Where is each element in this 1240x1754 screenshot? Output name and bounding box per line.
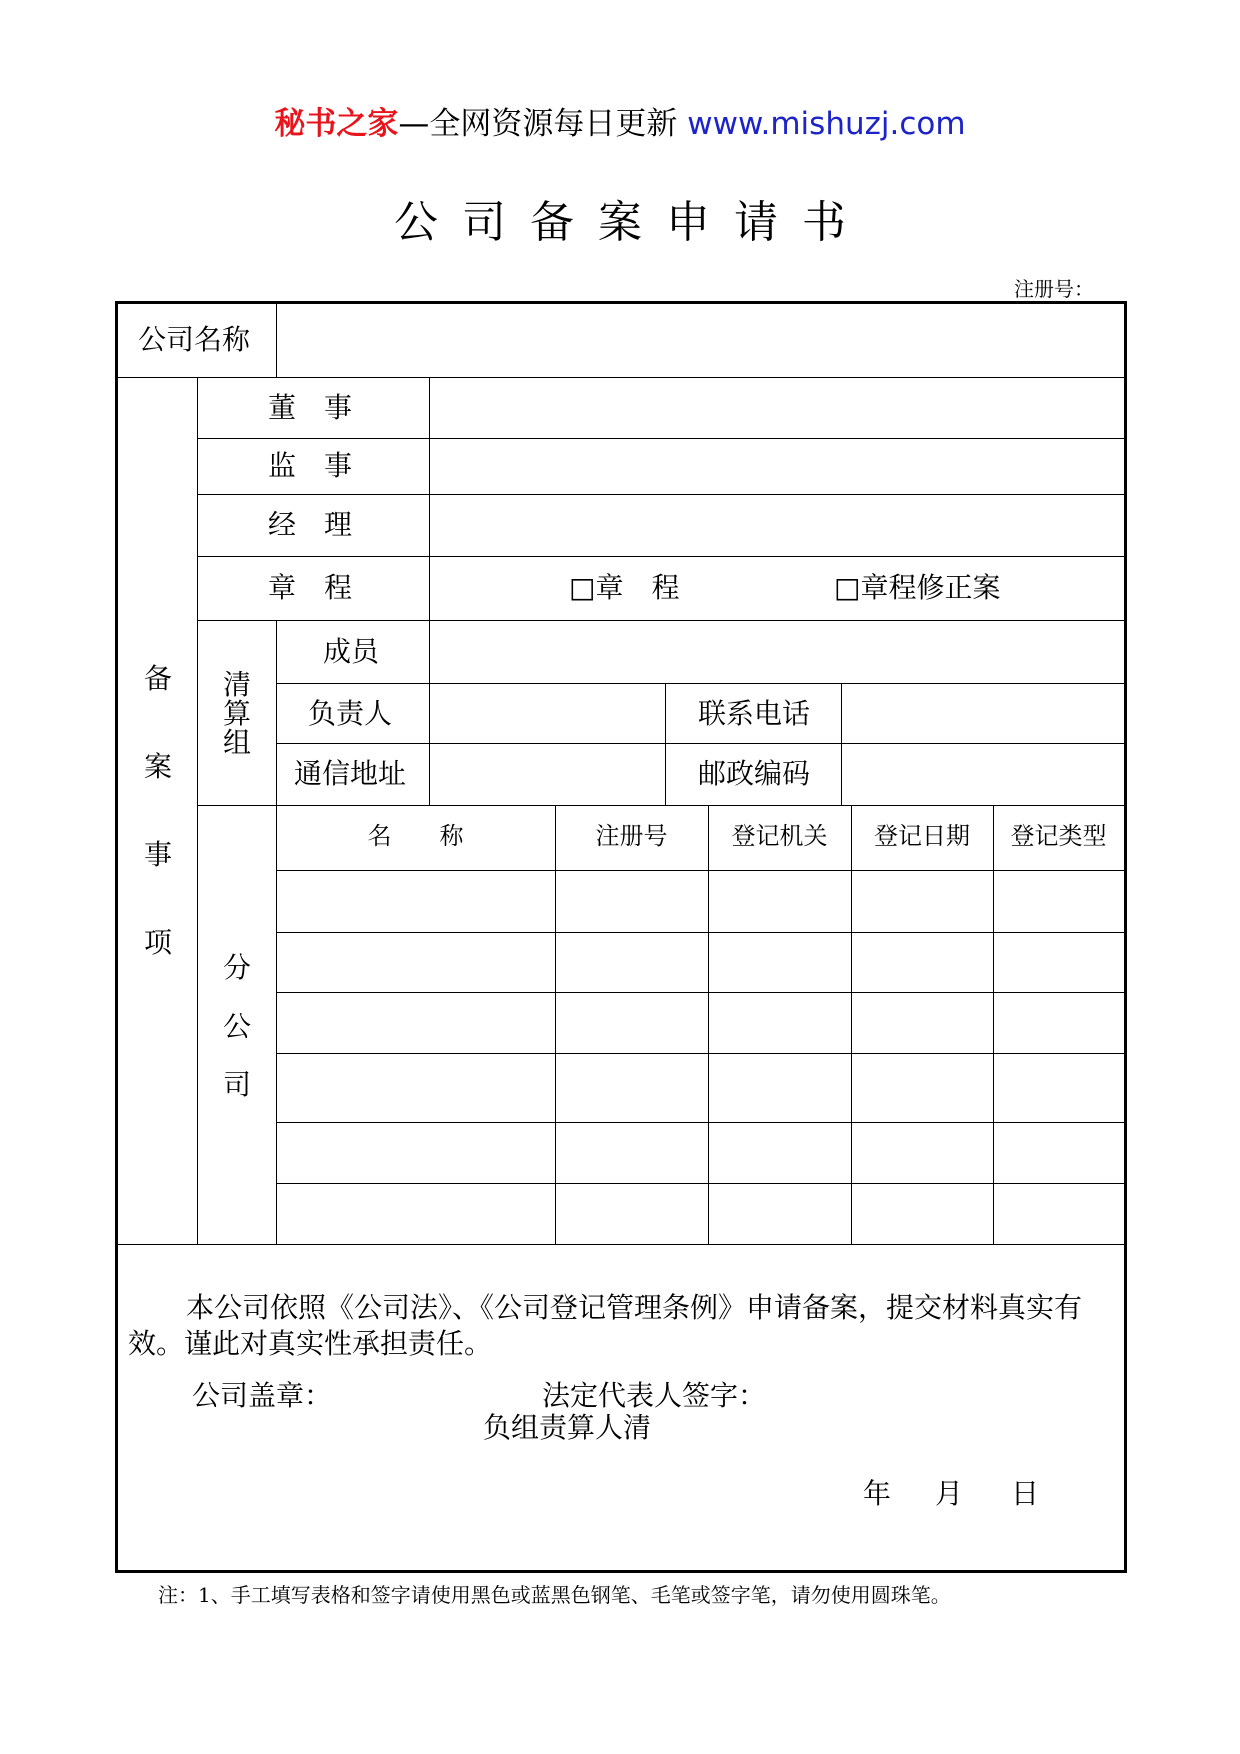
- liquidation-leader-label: 负组责算人清: [483, 1411, 652, 1444]
- column-divider: [993, 805, 994, 1244]
- date-day-label: 日: [1011, 1477, 1040, 1510]
- articles-checkbox-option[interactable]: □章 程: [569, 571, 680, 604]
- branch-header-name: 名 称: [367, 822, 464, 850]
- row-divider: [197, 438, 1124, 439]
- branch-char: 司: [222, 1068, 251, 1101]
- legal-rep-signature-label: 法定代表人签字：: [542, 1379, 767, 1412]
- branch-char: 分: [222, 951, 251, 984]
- filing-items-char: 案: [143, 750, 172, 783]
- row-divider: [197, 494, 1124, 495]
- articles-amendment-checkbox-option[interactable]: □章程修正案: [834, 571, 1001, 604]
- row-divider: [276, 683, 1124, 684]
- phone-label: 联系电话: [698, 697, 811, 730]
- leader-label: 负责人: [308, 697, 393, 730]
- column-divider: [276, 620, 277, 1244]
- liquidation-group-char: 清: [222, 668, 251, 701]
- branch-header-date: 登记日期: [874, 822, 970, 850]
- liquidation-group-char: 算: [222, 697, 251, 730]
- articles-label: 章 程: [268, 571, 353, 604]
- footnote: 注：1、手工填写表格和签字请使用黑色或蓝黑色钢笔、毛笔或签字笔，请勿使用圆珠笔。: [158, 1583, 951, 1607]
- row-divider: [276, 1122, 1124, 1123]
- row-divider: [118, 1244, 1124, 1245]
- row-divider: [118, 377, 1124, 378]
- manager-label: 经 理: [268, 508, 353, 541]
- registration-number-label: 注册号：: [1014, 277, 1094, 301]
- branch-char: 公: [222, 1010, 251, 1043]
- column-divider: [429, 377, 430, 805]
- banner-slogan: —全网资源每日更新: [398, 106, 688, 142]
- row-divider: [276, 932, 1124, 933]
- page-title: 公司备案申请书: [394, 197, 870, 248]
- column-divider: [851, 805, 852, 1244]
- banner-brand: 秘书之家: [274, 106, 399, 142]
- column-divider: [841, 683, 842, 805]
- date-year-label: 年: [863, 1477, 892, 1510]
- filing-items-char: 备: [143, 662, 172, 695]
- column-divider: [555, 805, 556, 1244]
- company-seal-label: 公司盖章：: [192, 1379, 333, 1412]
- branch-header-authority: 登记机关: [731, 822, 828, 850]
- liquidation-group-char: 组: [222, 726, 251, 759]
- filing-items-char: 事: [143, 838, 172, 871]
- address-label: 通信地址: [294, 757, 407, 790]
- filing-items-char: 项: [143, 926, 172, 959]
- banner-url-link[interactable]: www.mishuzj.com: [687, 106, 966, 142]
- row-divider: [197, 805, 1124, 806]
- members-label: 成员: [323, 635, 380, 668]
- branch-header-type: 登记类型: [1010, 822, 1107, 850]
- postcode-label: 邮政编码: [698, 757, 811, 790]
- branch-header-reg-no: 注册号: [595, 822, 668, 850]
- company-name-label: 公司名称: [138, 323, 251, 356]
- date-month-label: 月: [935, 1477, 964, 1510]
- declaration-text: 本公司依照《公司法》、《公司登记管理条例》申请备案，提交材料真实有效。谨此对真实性承担责任。: [128, 1291, 1083, 1360]
- row-divider: [276, 1183, 1124, 1184]
- row-divider: [197, 620, 1124, 621]
- site-banner: [0, 98, 1240, 143]
- row-divider: [197, 556, 1124, 557]
- directors-label: 董 事: [268, 391, 353, 424]
- column-divider: [276, 304, 277, 377]
- column-divider: [665, 683, 666, 805]
- supervisors-label: 监 事: [268, 449, 353, 482]
- column-divider: [708, 805, 709, 1244]
- row-divider: [276, 743, 1124, 744]
- column-divider: [197, 377, 198, 1244]
- row-divider: [276, 1053, 1124, 1054]
- filing-form-table: [115, 301, 1127, 1573]
- row-divider: [276, 870, 1124, 871]
- row-divider: [276, 992, 1124, 993]
